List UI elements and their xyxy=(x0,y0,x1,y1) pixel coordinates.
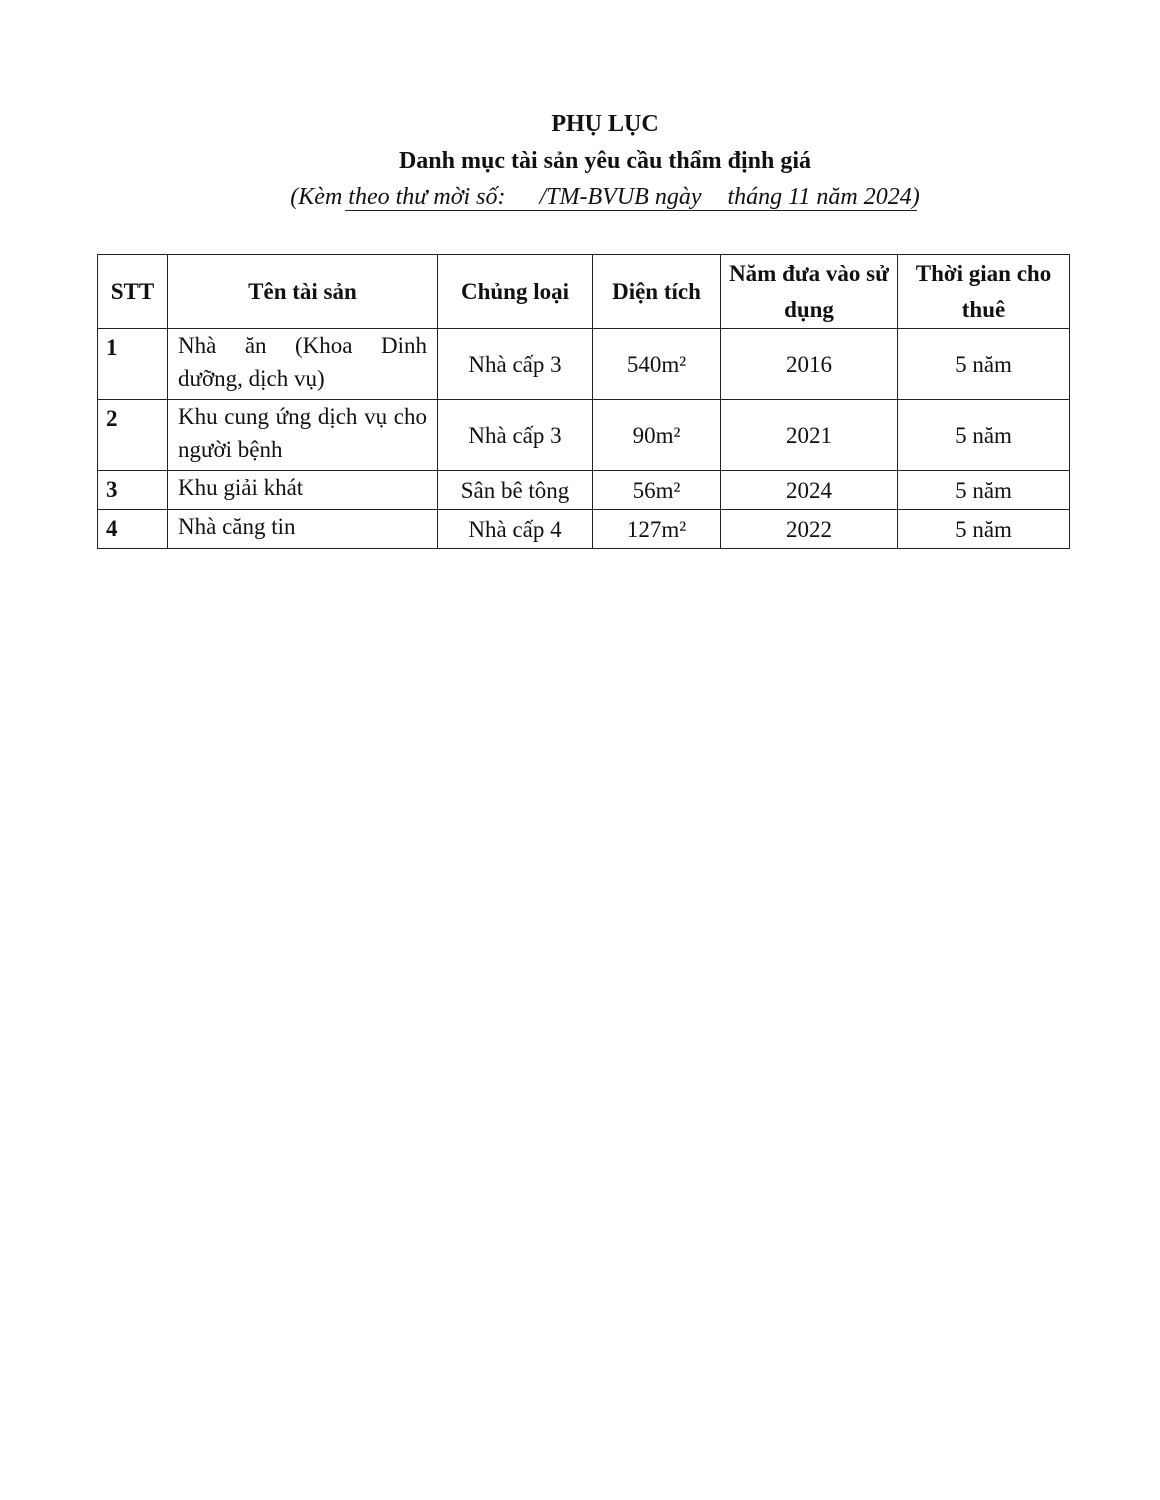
header-asset-name: Tên tài sản xyxy=(168,255,438,329)
cell-area: 540m² xyxy=(593,329,721,400)
cell-asset-name: Khu cung ứng dịch vụ cho người bệnh xyxy=(168,400,438,471)
reference-underline xyxy=(345,210,917,211)
cell-asset-name: Nhà căng tin xyxy=(168,510,438,549)
reference-line xyxy=(0,183,1160,211)
cell-area: 90m² xyxy=(593,400,721,471)
cell-stt: 1 xyxy=(98,329,168,400)
cell-year: 2022 xyxy=(721,510,898,549)
appendix-heading: PHỤ LỤC xyxy=(551,111,659,137)
table-row xyxy=(98,329,1070,400)
reference-part-2: /TM-BVUB ngày xyxy=(539,184,702,210)
cell-asset-name: Khu giải khát xyxy=(168,471,438,510)
header-lease-term: Thời gian cho thuê xyxy=(898,255,1070,329)
cell-lease-term: 5 năm xyxy=(898,471,1070,510)
cell-lease-term: 5 năm xyxy=(898,510,1070,549)
reference-part-3: tháng 11 năm 2024) xyxy=(727,184,920,210)
header-year-in-use: Năm đưa vào sử dụng xyxy=(721,255,898,329)
cell-area: 127m² xyxy=(593,510,721,549)
table-header-row xyxy=(98,255,1070,329)
cell-type: Nhà cấp 3 xyxy=(438,400,593,471)
cell-stt: 3 xyxy=(98,471,168,510)
cell-type: Nhà cấp 3 xyxy=(438,329,593,400)
header-stt: STT xyxy=(98,255,168,329)
appendix-subheading: Danh mục tài sản yêu cầu thẩm định giá xyxy=(398,148,812,174)
header-area: Diện tích xyxy=(593,255,721,329)
cell-type: Nhà cấp 4 xyxy=(438,510,593,549)
cell-lease-term: 5 năm xyxy=(898,400,1070,471)
cell-stt: 2 xyxy=(98,400,168,471)
cell-type: Sân bê tông xyxy=(438,471,593,510)
header-type: Chủng loại xyxy=(438,255,593,329)
cell-year: 2024 xyxy=(721,471,898,510)
cell-lease-term: 5 năm xyxy=(898,329,1070,400)
cell-asset-name: Nhà ăn (Khoa Dinh dưỡng, dịch vụ) xyxy=(168,329,438,400)
reference-part-1: (Kèm theo thư mời số: xyxy=(290,184,506,210)
table-row xyxy=(98,510,1070,549)
table-row xyxy=(98,471,1070,510)
cell-stt: 4 xyxy=(98,510,168,549)
asset-table xyxy=(97,254,1070,549)
cell-year: 2016 xyxy=(721,329,898,400)
table-row xyxy=(98,400,1070,471)
cell-area: 56m² xyxy=(593,471,721,510)
cell-year: 2021 xyxy=(721,400,898,471)
